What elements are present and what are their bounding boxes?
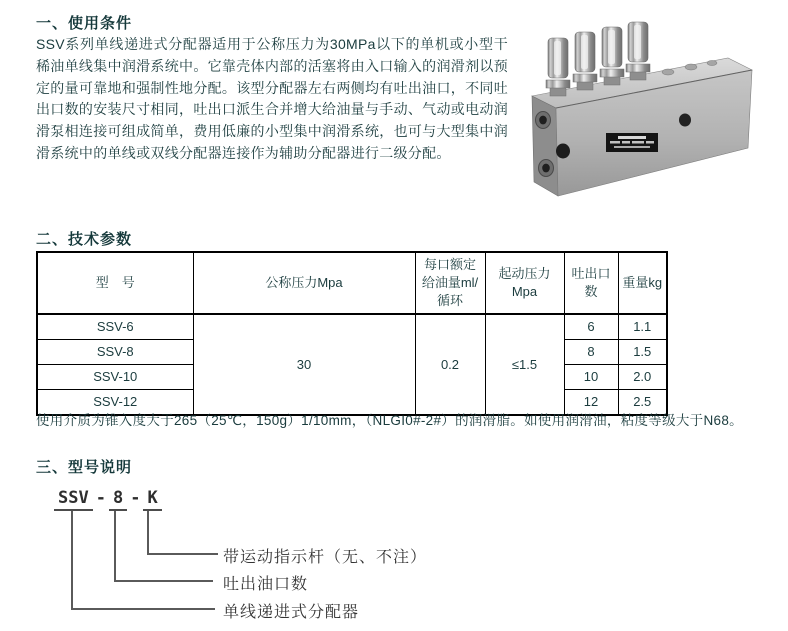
cell-outlets: 12 [564, 390, 618, 416]
section2-heading: 二、技术参数 [36, 231, 133, 248]
cell-nominal-pressure: 30 [193, 314, 415, 415]
callout-indicator-rod: 带运动指示杆（无、不注） [223, 549, 428, 566]
cell-model: SSV-10 [37, 365, 193, 390]
cell-model: SSV-8 [37, 340, 193, 365]
col-header-model: 型 号 [37, 252, 193, 314]
callout-line-suffix [147, 511, 149, 555]
cell-model: SSV-12 [37, 390, 193, 416]
callout-line-number [114, 511, 116, 582]
callout-line-prefix-h [71, 608, 215, 610]
callout-distributor-type: 单线递进式分配器 [223, 604, 360, 621]
model-code-separator: - [95, 488, 106, 508]
mounting-hole-right [679, 114, 691, 127]
spec-table [36, 251, 668, 416]
grease-note: 使用介质为锥入度大于265（25℃，150g）1/10mm，（NLGI0#-2#）的润滑脂。如使用润滑油，粘度等级大于N68。 [36, 413, 743, 428]
name-plate [606, 133, 658, 152]
section1-body: SSV系列单线递进式分配器适用于公称压力为30MPa以下的单机或小型干稀油单线集中润滑系统中。它靠壳体内部的活塞将由入口输入的润滑剂以预定的量可靠地和强制性地分配。该型分配器左右两侧均有吐出油口，不同吐出口数的安装尺寸相同，吐出口派生合并增大给油量与手动、气动或电动润滑泵相连接可组成简单，费用低廉的小型集中润滑系统，也可与大型集中润滑系统中的单线或双线分配器连接作为辅助分配器进行二级分配。 [36, 36, 508, 161]
model-code-separator: - [130, 488, 141, 508]
distributor-block-illustration [518, 12, 782, 202]
cell-weight: 2.0 [618, 365, 667, 390]
mounting-hole-left [556, 144, 570, 159]
cell-model: SSV-6 [37, 314, 193, 340]
callout-line-number-h [114, 580, 213, 582]
section3-heading: 三、型号说明 [36, 459, 133, 476]
section1-heading: 一、使用条件 [36, 15, 133, 32]
cell-outlets: 10 [564, 365, 618, 390]
model-code-number: 8 [109, 488, 127, 511]
cell-outlets: 8 [564, 340, 618, 365]
callout-line-prefix [71, 511, 73, 610]
table-row [37, 314, 667, 340]
cell-oil-per-cycle: 0.2 [415, 314, 485, 415]
callout-outlet-count: 吐出油口数 [223, 576, 309, 593]
col-header-oil-per-cycle: 每口额定给油量ml/循环 [415, 252, 485, 314]
col-header-nominal-pressure: 公称压力Mpa [193, 252, 415, 314]
cell-weight: 2.5 [618, 390, 667, 416]
cell-start-pressure: ≤1.5 [485, 314, 564, 415]
cell-outlets: 6 [564, 314, 618, 340]
col-header-start-pressure: 起动压力Mpa [485, 252, 564, 314]
product-photo [518, 12, 782, 202]
model-code-suffix: K [143, 488, 161, 511]
cell-weight: 1.1 [618, 314, 667, 340]
cell-weight: 1.5 [618, 340, 667, 365]
model-code-prefix: SSV [54, 488, 93, 511]
callout-line-suffix-h [147, 553, 218, 555]
col-header-outlets: 吐出口数 [564, 252, 618, 314]
col-header-weight: 重量kg [618, 252, 667, 314]
